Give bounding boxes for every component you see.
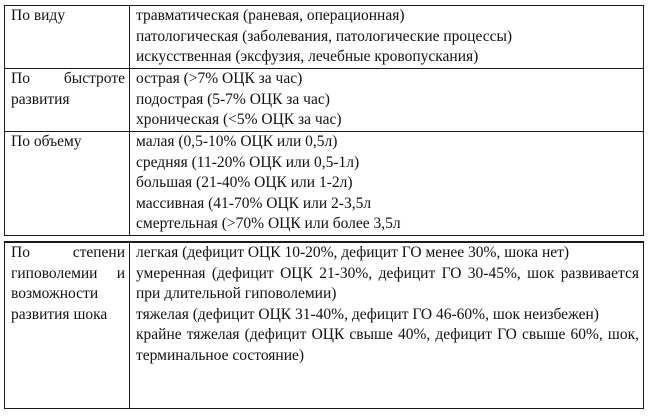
classification-table-top xyxy=(4,5,644,236)
list-item: патологическая (заболевания, патологические процессы) xyxy=(136,27,513,45)
list-item: легкая (дефицит ОЦК 10-20%, дефицит ГО менее 30%, шока нет) xyxy=(136,244,570,261)
table-row-hypovolemia xyxy=(5,242,644,409)
row-content-speed xyxy=(130,69,644,132)
list-item: средняя (11-20% ОЦК или 0,5-1л) xyxy=(136,153,360,171)
row-label-hypovolemia: По степени гиповолемии и возможности развития шока xyxy=(5,242,130,409)
list-item: искусственная (эксфузия, лечебные кровопускания) xyxy=(136,48,479,65)
table-row-volume xyxy=(5,132,644,236)
list-item: большая (21-40% ОЦК или 1-2л) xyxy=(136,174,353,191)
list-item: травматическая (раневая, операционная) xyxy=(136,7,405,24)
row-content-hypovolemia xyxy=(130,242,644,409)
list-item: подострая (5-7% ОЦК за час) xyxy=(136,90,330,108)
table-row-type xyxy=(5,6,644,69)
list-item: малая (0,5-10% ОЦК или 0,5л) xyxy=(136,133,338,150)
list-item: острая (>7% ОЦК за час) xyxy=(136,70,303,87)
row-content-type xyxy=(130,6,644,69)
list-item: крайне тяжелая (дефицит ОЦК свыше 40%, дефицит ГО свыше 60%, шок, терминальное состояние) xyxy=(136,326,639,364)
list-item: умеренная (дефицит ОЦК 21-30%, дефицит ГО 30-45%, шок развивается при длительной гиповолемии) xyxy=(136,264,639,302)
list-item: хроническая (<5% ОЦК за час) xyxy=(136,111,342,128)
table-row-speed xyxy=(5,69,644,132)
classification-table-bottom xyxy=(4,241,644,409)
list-item: тяжелая (дефицит ОЦК 31-40%, дефицит ГО 46-60%, шок неизбежен) xyxy=(136,305,599,323)
row-content-volume xyxy=(130,132,644,236)
list-item: массивная (41-70% ОЦК или 2-3,5л xyxy=(136,194,372,212)
list-item: смертельная (>70% ОЦК или более 3,5л xyxy=(136,215,401,232)
row-label-speed: По быстроте развития xyxy=(5,69,130,132)
row-label-volume: По объему xyxy=(5,132,130,236)
row-label-type: По виду xyxy=(5,6,130,69)
